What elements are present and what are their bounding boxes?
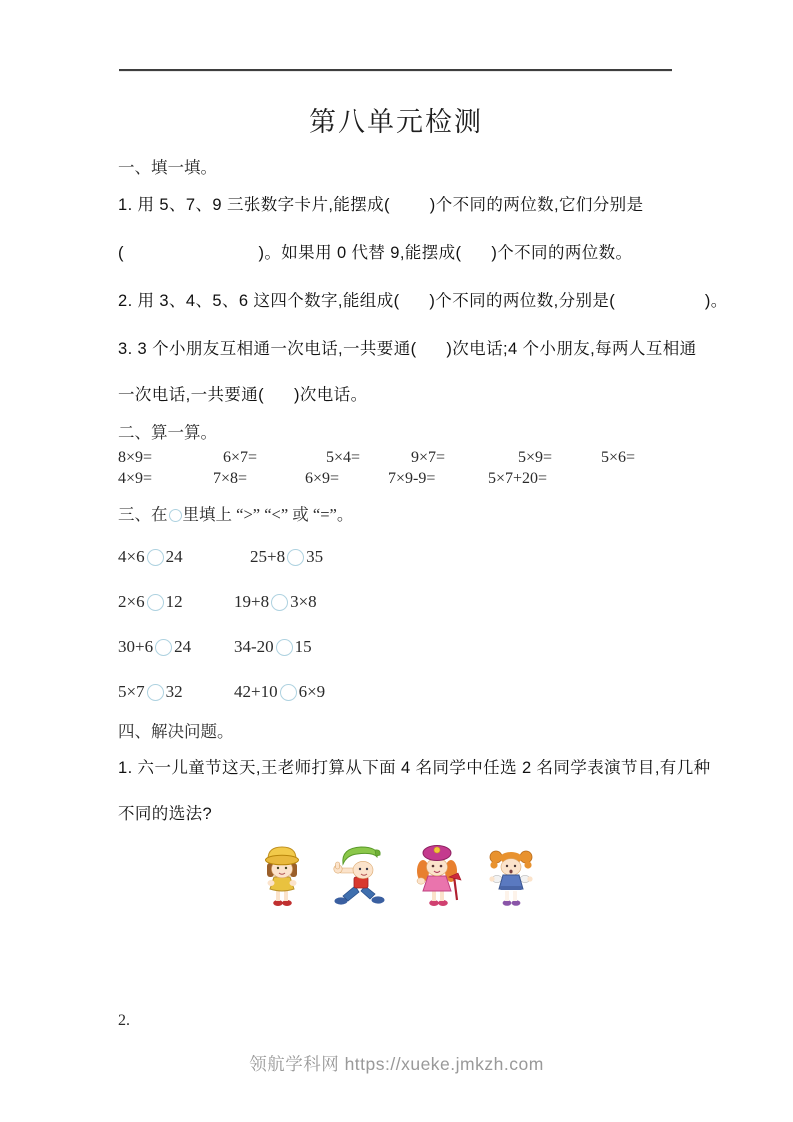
fill-q3-line1: 3. 3 个小朋友互相通一次电话,一共要通( )次电话;4 个小朋友,每两人互相通 — [118, 340, 697, 358]
compare-row — [118, 637, 674, 657]
section-compare-header: 三、在 里填上 “>” “<” 或 “=”。 — [118, 505, 354, 524]
calc-expression: 6×7= — [223, 449, 258, 466]
watermark-footer: 领航学科网 https://xueke.jmkzh.com — [249, 1054, 544, 1074]
compare-item: 2×6 12 — [118, 592, 183, 611]
compare-item: 42+10 6×9 — [234, 682, 326, 701]
fill-q2: 2. 用 3、4、5、6 这四个数字,能组成( )个不同的两位数,分别是( )。 — [118, 292, 728, 310]
section-fill-header: 一、填一填。 — [118, 158, 217, 177]
calc-expression: 5×6= — [601, 449, 636, 466]
student-girl-yellow-hat-illustration — [255, 844, 309, 910]
fill-q1-line1: 1. 用 5、7、9 三张数字卡片,能摆成( )个不同的两位数,它们分别是 — [118, 196, 644, 214]
solve-q1-line1: 1. 六一儿童节这天,王老师打算从下面 4 名同学中任选 2 名同学表演节目,有几种 — [118, 759, 711, 777]
compare-circle-icon — [147, 594, 164, 611]
fill-q3-line2: 一次电话,一共要通( )次电话。 — [118, 386, 368, 404]
calc-expression: 5×7+20= — [488, 470, 548, 487]
solve-q2-label: 2. — [118, 1012, 130, 1029]
calc-expression: 6×9= — [305, 470, 340, 487]
compare-circle-icon — [169, 509, 182, 522]
calc-expression: 5×4= — [326, 449, 361, 466]
student-girl-blue-dress-illustration — [485, 846, 537, 910]
compare-circle-icon — [155, 639, 172, 656]
compare-circle-icon — [287, 549, 304, 566]
section-calc-header: 二、算一算。 — [118, 423, 217, 442]
calc-expression: 4×9= — [118, 470, 153, 487]
students-illustration-row — [118, 838, 674, 910]
compare-row — [118, 547, 674, 567]
compare-circle-icon — [147, 549, 164, 566]
student-boy-green-cap-illustration — [327, 844, 391, 910]
compare-item: 25+8 35 — [250, 547, 324, 566]
compare-circle-icon — [280, 684, 297, 701]
worksheet-content — [118, 94, 728, 1030]
page-title: 第八单元检测 — [309, 107, 483, 137]
calc-expression: 5×9= — [518, 449, 553, 466]
calc-expression: 7×8= — [213, 470, 248, 487]
calc-row-2 — [118, 470, 674, 488]
compare-item: 30+6 24 — [118, 637, 192, 656]
calc-expression: 9×7= — [411, 449, 446, 466]
compare-row — [118, 592, 674, 612]
compare-circle-icon — [271, 594, 288, 611]
section-solve-header: 四、解决问题。 — [118, 722, 234, 741]
calc-row-1 — [118, 449, 674, 467]
calc-expression: 7×9-9= — [388, 470, 436, 487]
solve-q1-line2: 不同的选法? — [118, 805, 213, 823]
header-rule — [119, 69, 672, 72]
compare-item: 5×7 32 — [118, 682, 183, 701]
compare-item: 4×6 24 — [118, 547, 183, 566]
calc-expression: 8×9= — [118, 449, 153, 466]
compare-item: 34-20 15 — [234, 637, 312, 656]
compare-circle-icon — [147, 684, 164, 701]
compare-row — [118, 682, 674, 702]
compare-item: 19+8 3×8 — [234, 592, 317, 611]
compare-circle-icon — [276, 639, 293, 656]
fill-q1-line2: ( )。如果用 0 代替 9,能摆成( )个不同的两位数。 — [118, 244, 633, 262]
student-girl-pink-beret-illustration — [409, 842, 467, 910]
